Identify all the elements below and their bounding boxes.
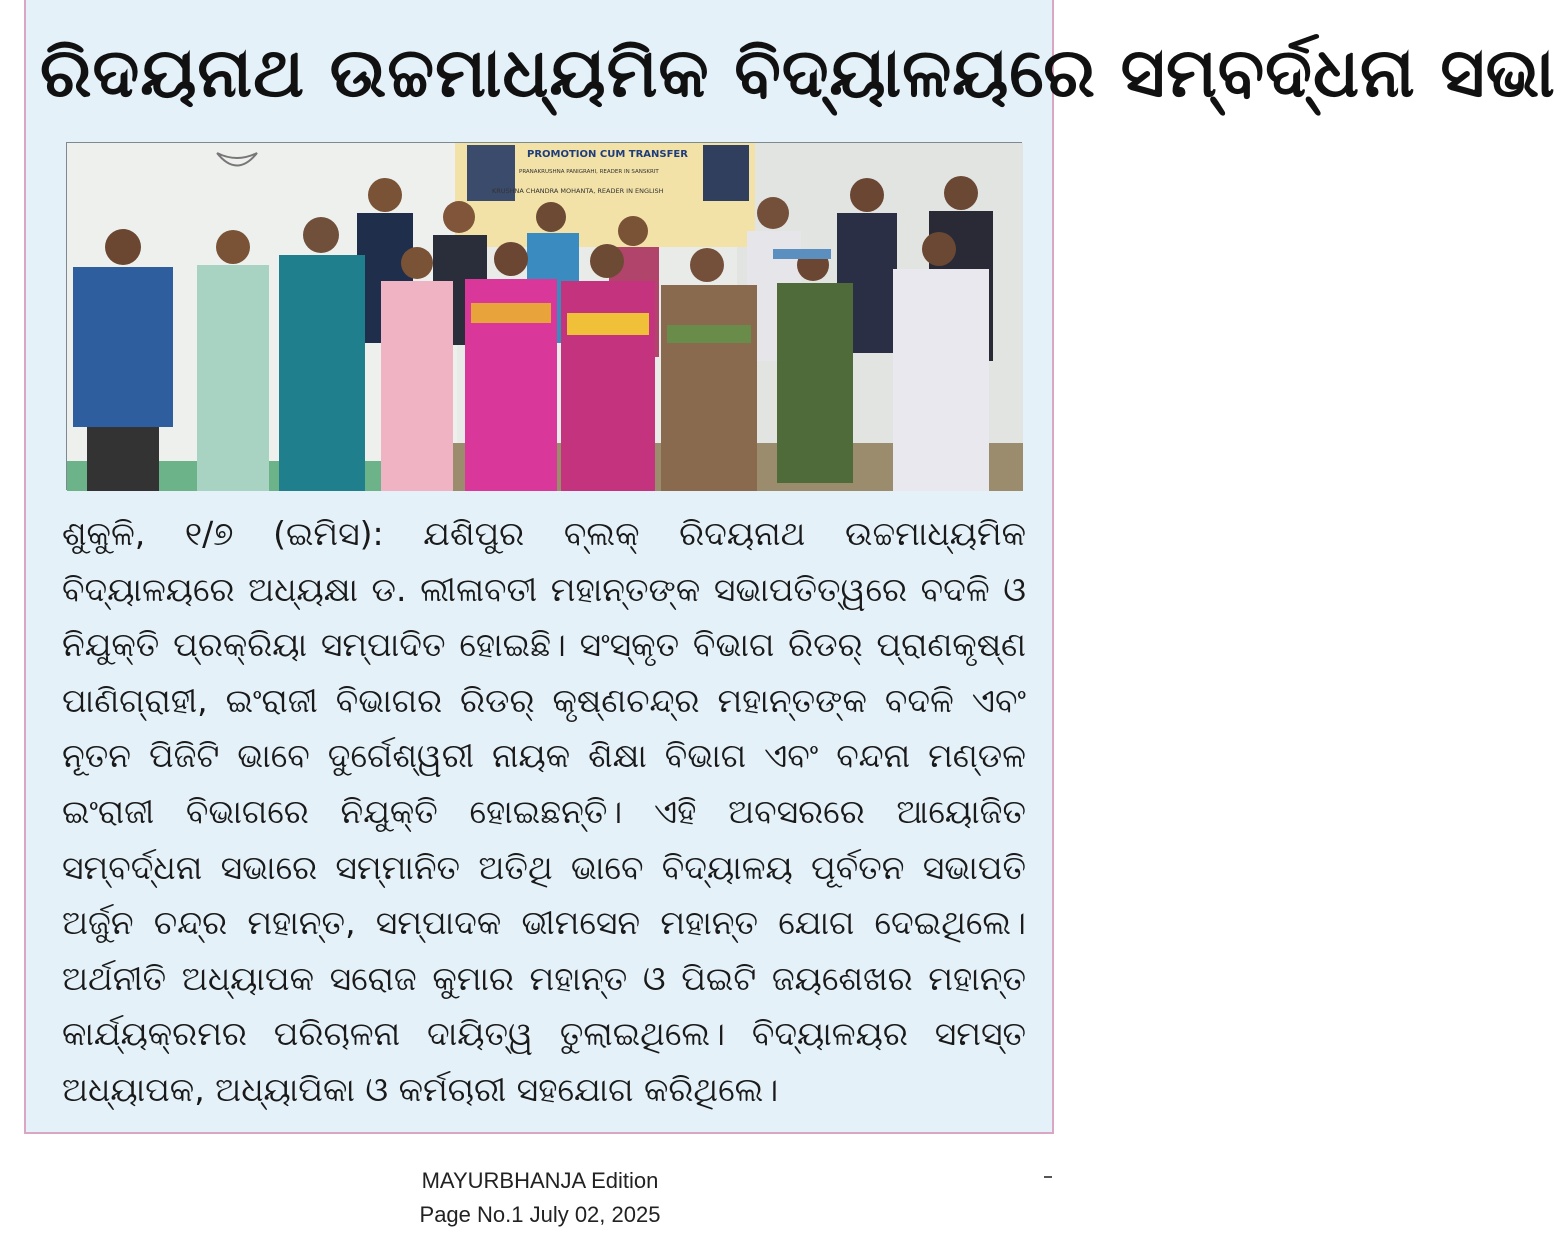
article-body: ଶୁକୁଳି, ୧/୭ (ଇମିସ): ଯଶିପୁର ବ୍ଲକ୍ ରିଦୟନାଥ ଉଚ୍ଚମାଧ୍ୟମିକ ବିଦ୍ୟାଳୟରେ ଅଧ୍ୟକ୍ଷା ଡ. ଲୀଳାବତୀ ମହାନ୍ତଙ୍କ ସଭାପତିତ୍ୱରେ ବଦଳି ଓ ନିଯୁକ୍ତି ପ୍ରକ୍ରିୟା ସମ୍ପାଦିତ ହୋଇଛି। ସଂସ୍କୃତ ବିଭାଗ ରିଡର୍ ପ୍ରାଣକୃଷ୍ଣ ପାଣିଗ୍ରାହୀ, ଇଂରାଜୀ ବିଭାଗର ରିଡର୍ କୃଷ୍ଣଚନ୍ଦ୍ର ମହାନ୍ତଙ୍କ ବଦଳି ଏବଂ ନୂତନ ପିଜିଟି ଭାବେ ଦୁର୍ଗେଶ୍ୱରୀ ନାୟକ ଶିକ୍ଷା ବିଭାଗ ଏବଂ ବନ୍ଦନା ମଣ୍ଡଳ ଇଂରାଜୀ ବିଭାଗରେ ନିଯୁକ୍ତି ହୋଇଛନ୍ତି। ଏହି ଅବସରରେ ଆୟୋଜିତ ସମ୍ବର୍ଦ୍ଧନା ସଭାରେ ସମ୍ମାନିତ ଅତିଥି ଭାବେ ବିଦ୍ୟାଳୟ ପୂର୍ବତନ ସଭାପତି ଅର୍ଜୁନ ଚନ୍ଦ୍ର ମହାନ୍ତ, ସମ୍ପାଦକ ଭୀମସେନ ମହାନ୍ତ ଯୋଗ ଦେଇଥିଲେ। ଅର୍ଥନୀତି ଅଧ୍ୟାପକ ସରୋଜ କୁମାର ମହାନ୍ତ ଓ ପିଇଟି ଜୟଶେଖର ମହାନ୍ତ କାର୍ଯ୍ୟକ୍ରମର ପରିଚାଳନା ଦାୟିତ୍ୱ ତୁଲାଇଥିଲେ। ବିଦ୍ୟାଳୟର ସମସ୍ତ ଅଧ୍ୟାପକ, ଅଧ୍ୟାପିକା ଓ କର୍ମଚାରୀ ସହଯୋଗ କରିଥିଲେ। — [62, 514, 1026, 1109]
edition-label: MAYURBHANJA Edition — [421, 1168, 659, 1193]
headline: ରିଦୟନାଥ ଉଚ୍ଚମାଧ୍ୟମିକ ବିଦ୍ୟାଳୟରେ ସମ୍ବର୍ଦ୍ଧନା ସଭା — [40, 34, 1556, 113]
footer — [0, 1164, 1080, 1232]
corner-mark — [1044, 1176, 1052, 1178]
banner-line-1: PROMOTION CUM TRANSFER — [527, 149, 688, 160]
banner-line-3: KRUSHNA CHANDRA MOHANTA, READER IN ENGLISH — [492, 187, 664, 195]
group-photo — [66, 142, 1022, 490]
group-photo-image — [67, 143, 1023, 491]
banner-line-2: PRANAKRUSHNA PANIGRAHI, READER IN SANSKRIT — [519, 169, 659, 175]
page-date-label: Page No.1 July 02, 2025 — [419, 1202, 661, 1227]
